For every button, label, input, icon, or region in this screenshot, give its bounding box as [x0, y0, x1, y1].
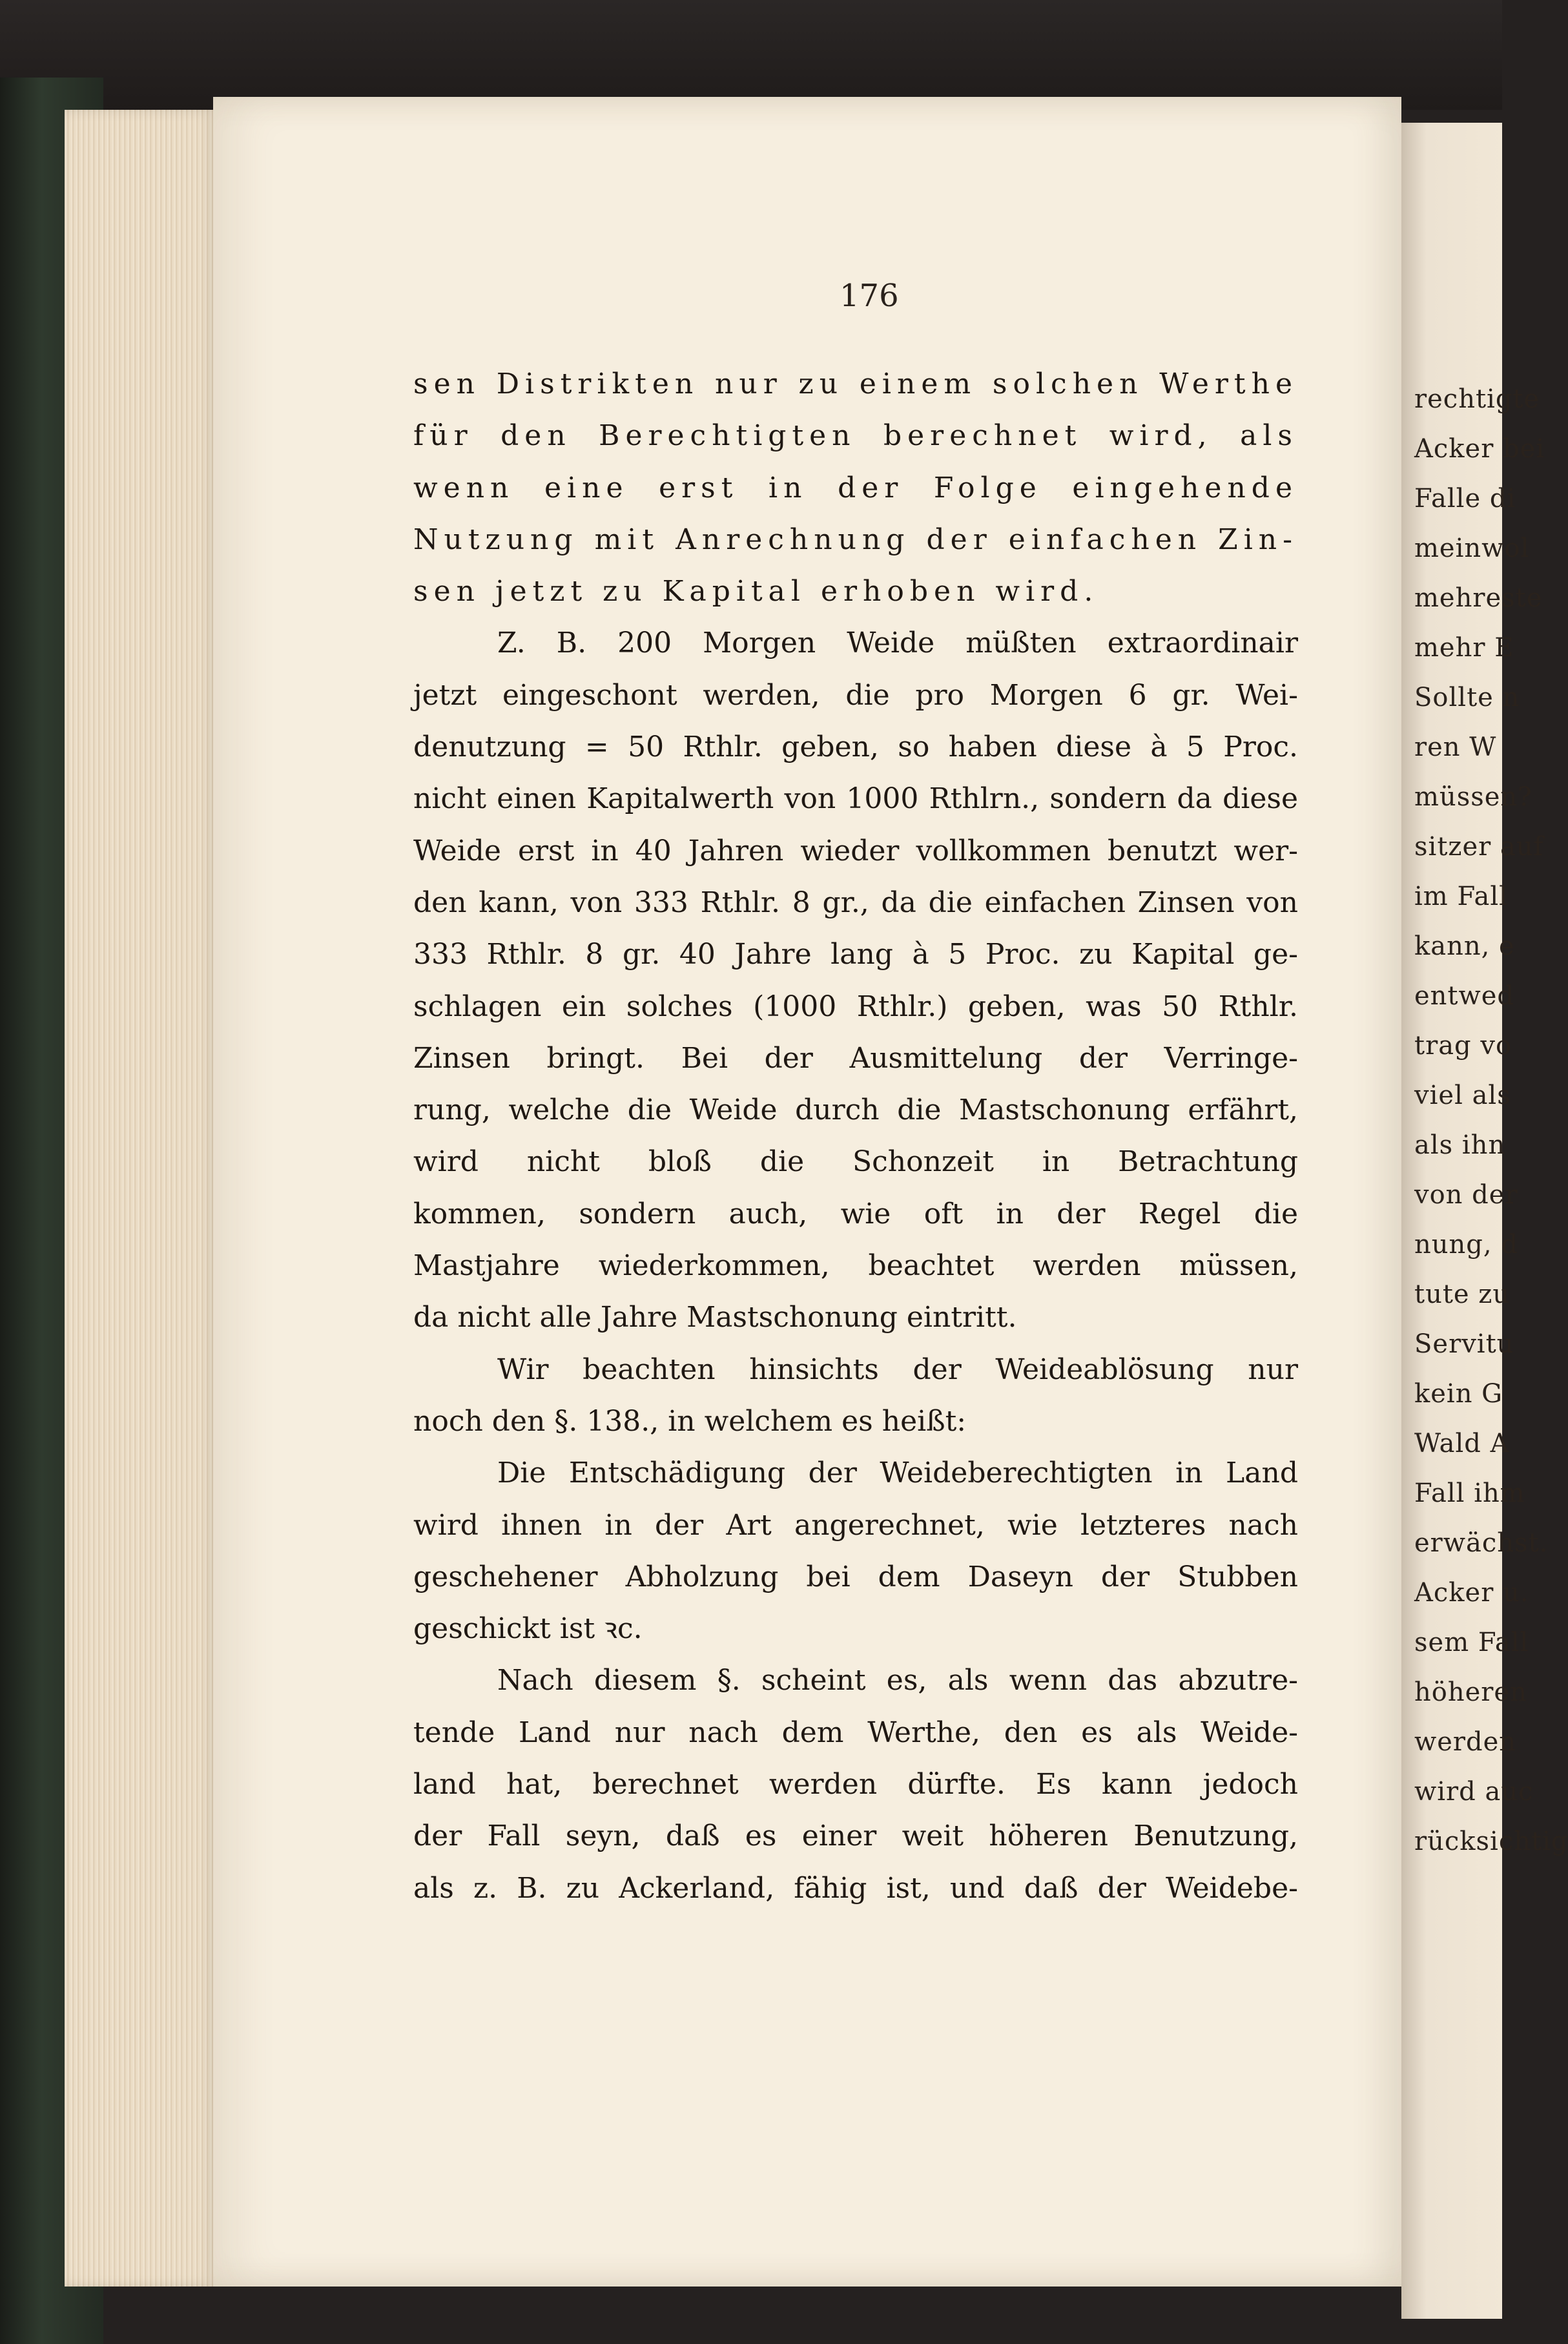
text-line: da nicht alle Jahre Mastschonung eintritt. — [413, 1301, 1017, 1334]
adjacent-line: nung, d — [1414, 1230, 1518, 1260]
adjacent-line: meinwol — [1414, 534, 1530, 563]
page-edges — [65, 110, 216, 2287]
text-line: sen Distrikten nur zu einem solchen Werthe — [413, 368, 1298, 400]
adjacent-line: Falle di — [1414, 484, 1516, 513]
text-line: der Fall seyn, daß es einer weit höheren Benutzung, — [413, 1820, 1298, 1853]
adjacent-line: sem Fall — [1414, 1628, 1529, 1657]
text-line: Nach diesem §. scheint es, als wenn das abzutre- — [497, 1664, 1298, 1697]
adjacent-page — [1401, 123, 1568, 2319]
adjacent-line: entwed — [1414, 981, 1515, 1011]
text-line: wird nicht bloß die Schonzeit in Betrachtung — [413, 1145, 1298, 1179]
text-line: geschickt ist ꝛc. — [413, 1612, 643, 1646]
text-line: schlagen ein solches (1000 Rthlr.) geben, was 50 Rthlr. — [413, 990, 1298, 1023]
text-line: Mastjahre wiederkommen, beachtet werden müssen, — [413, 1249, 1298, 1283]
text-line: Wir beachten hinsichts der Weideablösung nur — [497, 1353, 1298, 1386]
adjacent-line: mehr E — [1414, 633, 1514, 663]
text-line: tende Land nur nach dem Werthe, den es als Weide- — [413, 1716, 1298, 1749]
text-line: als z. B. zu Ackerland, fähig ist, und daß der Weidebe- — [413, 1871, 1298, 1905]
text-line: Zinsen bringt. Bei der Ausmittelung der Verringe- — [413, 1041, 1298, 1075]
text-line: Weide erst in 40 Jahren wieder vollkommen benutzt wer- — [413, 834, 1298, 867]
text-line: wenn eine erst in der Folge eingehende — [413, 471, 1298, 504]
text-line: Die Entschädigung der Weideberechtigten in Land — [497, 1457, 1298, 1490]
text-line: land hat, berechnet werden dürfte. Es kann jedoch — [413, 1768, 1298, 1801]
text-line: wird ihnen in der Art angerechnet, wie letzteres nach — [413, 1508, 1298, 1542]
adjacent-line: kein G — [1414, 1379, 1503, 1409]
page-number: 176 — [840, 278, 899, 314]
adjacent-line: wird auc — [1414, 1777, 1534, 1807]
adjacent-line: Acker bei — [1414, 434, 1545, 464]
adjacent-line: Wald A — [1414, 1429, 1510, 1458]
adjacent-line: Sollte n — [1414, 683, 1520, 712]
adjacent-line: trag vo — [1414, 1031, 1512, 1061]
text-line: noch den §. 138., in welchem es heißt: — [413, 1404, 967, 1438]
adjacent-line: kann, e — [1414, 931, 1515, 961]
text-line: den kann, von 333 Rthlr. 8 gr., da die einfachen Zinsen von — [413, 886, 1298, 919]
text-line: jetzt eingeschont werden, die pro Morgen 6 gr. Wei- — [413, 678, 1298, 712]
text-line: geschehener Abholzung bei dem Daseyn der Stubben — [413, 1560, 1298, 1593]
text-line: rung, welche die Weide durch die Mastschonung erfährt, — [413, 1094, 1298, 1127]
adjacent-line: rücksichtig — [1414, 1827, 1568, 1856]
adjacent-line: ren W — [1414, 732, 1497, 762]
text-line: nicht einen Kapitalwerth von 1000 Rthlrn., sondern da diese — [413, 782, 1298, 816]
adjacent-line: sitzer auf — [1414, 832, 1544, 862]
adjacent-line: von der — [1414, 1180, 1518, 1210]
adjacent-line: Servitu — [1414, 1329, 1514, 1359]
adjacent-line: müssen? — [1414, 782, 1532, 812]
text-line: sen jetzt zu Kapital erhoben wird. — [413, 575, 1099, 608]
adjacent-line: im Fall — [1414, 882, 1508, 911]
adjacent-line: viel als — [1414, 1081, 1511, 1110]
adjacent-line: Acker u. — [1414, 1578, 1529, 1608]
adjacent-line: mehreste — [1414, 583, 1543, 613]
text-line: Nutzung mit Anrechnung der einfachen Zin- — [413, 523, 1298, 556]
adjacent-line: als ihn — [1414, 1130, 1506, 1160]
adjacent-line: Fall ihm — [1414, 1478, 1525, 1508]
text-line: Z. B. 200 Morgen Weide müßten extraordinair — [497, 627, 1298, 660]
backdrop — [0, 0, 1502, 110]
adjacent-line: rechtigte — [1414, 384, 1540, 414]
adjacent-line: werden — [1414, 1727, 1517, 1757]
text-line: für den Berechtigten berechnet wird, als — [413, 419, 1298, 453]
body-text — [413, 358, 1298, 1914]
adjacent-line: erwächst. — [1414, 1528, 1549, 1558]
text-line: 333 Rthlr. 8 gr. 40 Jahre lang à 5 Proc. zu Kapital ge- — [413, 938, 1298, 971]
text-line: denutzung = 50 Rthlr. geben, so haben diese à 5 Proc. — [413, 731, 1298, 764]
text-line: kommen, sondern auch, wie oft in der Regel die — [413, 1197, 1298, 1230]
adjacent-line: tute zu — [1414, 1280, 1511, 1309]
adjacent-page-text — [1414, 375, 1568, 1867]
adjacent-line: höheren — [1414, 1677, 1527, 1707]
